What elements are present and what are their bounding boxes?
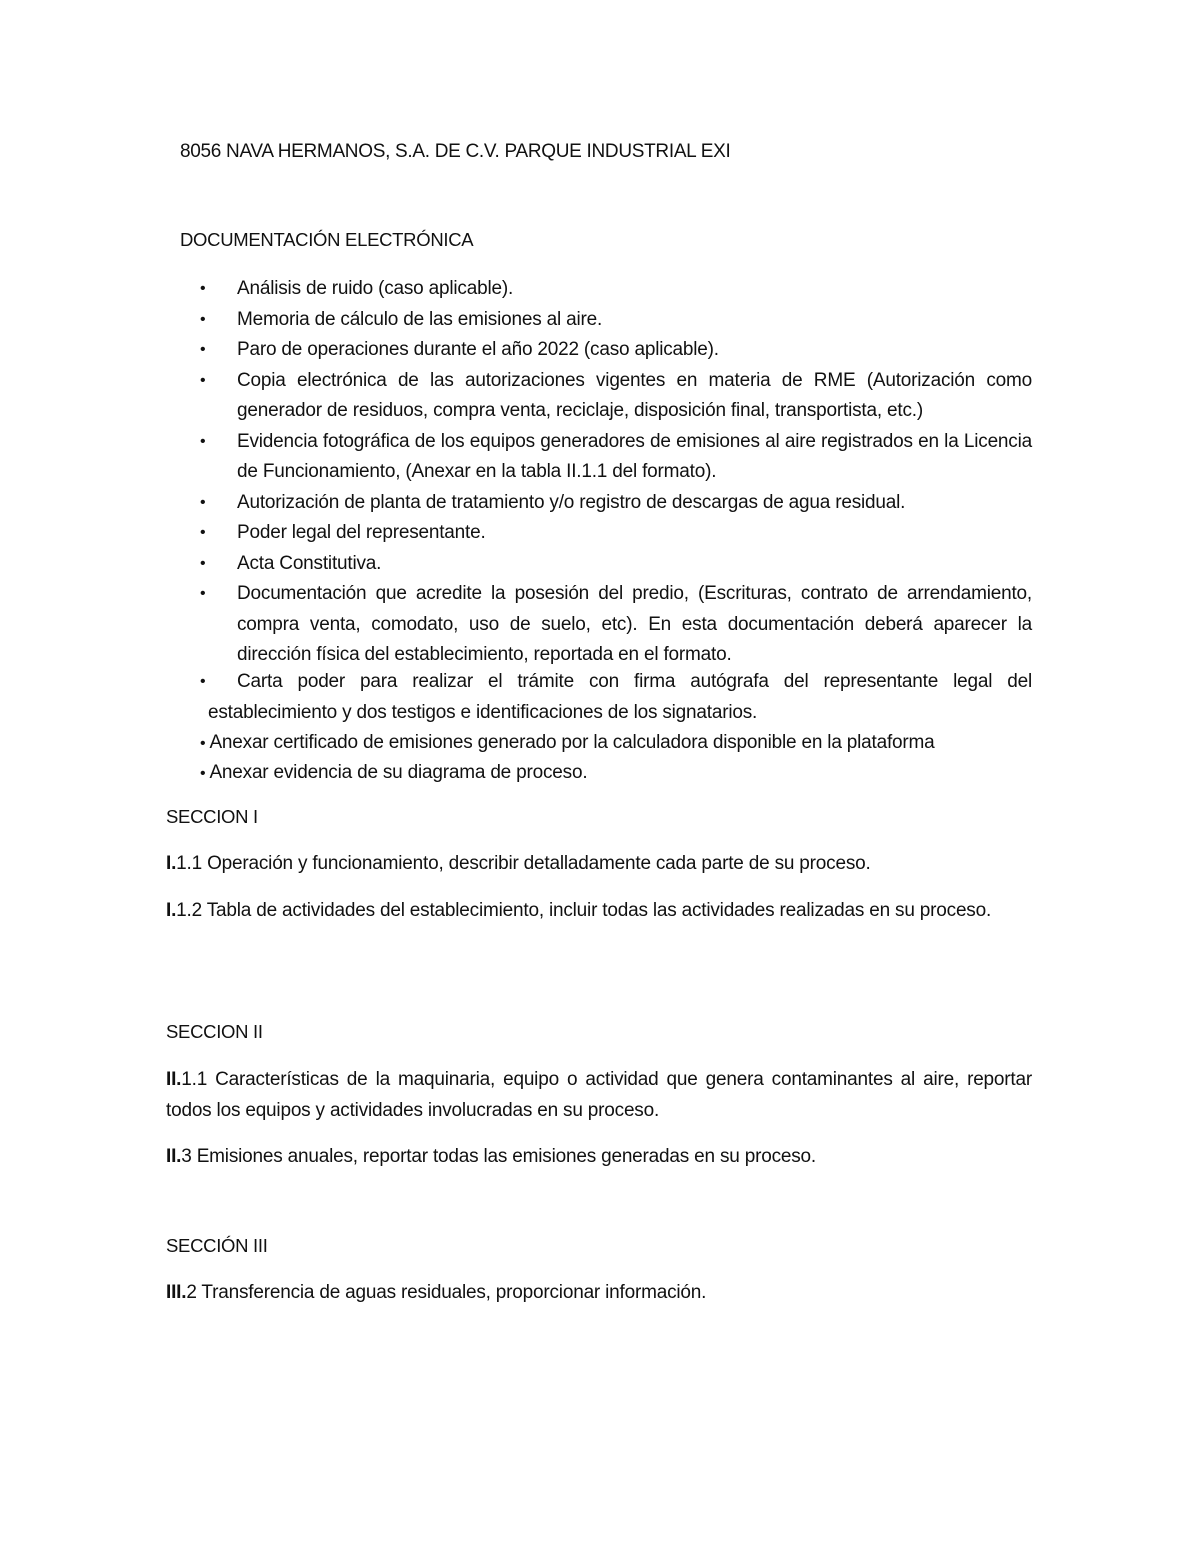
section-1-item: I.1.2 Tabla de actividades del establecimiento, incluir todas las actividades realizadas en su proceso. <box>166 900 992 921</box>
carta-line-1: Carta poder para realizar el trámite con firma autógrafa del representante legal del <box>237 671 1032 692</box>
list-item: • Documentación que acredite la posesión del predio, (Escrituras, contrato de arrendamiento, compra venta, comodato, uso de suelo, etc). En esta documentación deberá aparecer la dirección física del establecimiento, reportada en el formato. <box>198 579 1032 671</box>
section-2-heading: SECCION II <box>166 1021 263 1042</box>
list-item: • Anexar certificado de emisiones generado por la calculadora disponible en la plataforma <box>200 732 935 753</box>
bullet-icon: • <box>200 493 206 511</box>
section-2-item: II.1.1 Características de la maquinaria, equipo o actividad que genera contaminantes al aire, reportar todos los equipos y actividades involucradas en su proceso. <box>166 1069 1032 1121</box>
list-item: • Análisis de ruido (caso aplicable). <box>198 274 1032 305</box>
bullet-icon: • <box>200 673 206 690</box>
bullet-icon: • <box>200 554 206 572</box>
bullet-icon: • <box>200 735 206 752</box>
list-item: • Autorización de planta de tratamiento y/o registro de descargas de agua residual. <box>198 488 1032 519</box>
list-item: • Memoria de cálculo de las emisiones al aire. <box>198 305 1032 336</box>
documentation-bullet-list <box>198 274 1032 671</box>
section-1-heading: SECCION I <box>166 806 258 827</box>
bullet-icon: • <box>200 585 206 602</box>
document-title: 8056 NAVA HERMANOS, S.A. DE C.V. PARQUE INDUSTRIAL EXI <box>180 141 731 162</box>
bullet-icon: • <box>200 280 206 297</box>
list-item: • Anexar evidencia de su diagrama de proceso. <box>200 762 588 783</box>
bullet-icon: • <box>200 524 206 541</box>
bullet-icon: • <box>200 765 206 782</box>
bullet-icon: • <box>200 371 206 389</box>
list-item: • Paro de operaciones durante el año 2022 (caso aplicable). <box>198 335 1032 366</box>
list-item: • Poder legal del representante. <box>198 518 1032 549</box>
bullet-icon: • <box>200 341 206 358</box>
section-1-item: I.1.1 Operación y funcionamiento, describir detalladamente cada parte de su proceso. <box>166 853 871 874</box>
bullet-icon: • <box>200 310 206 328</box>
bullet-icon: • <box>200 432 206 450</box>
list-item: • Copia electrónica de las autorizaciones vigentes en materia de RME (Autorización como generador de residuos, compra venta, reciclaje, disposición final, transportista, etc.) <box>198 366 1032 427</box>
list-item: • Evidencia fotográfica de los equipos generadores de emisiones al aire registrados en la Licencia de Funcionamiento, (Anexar en la tabla II.1.1 del formato). <box>198 427 1032 488</box>
electronic-documentation-heading: DOCUMENTACIÓN ELECTRÓNICA <box>180 229 474 250</box>
section-2-item: II.3 Emisiones anuales, reportar todas las emisiones generadas en su proceso. <box>166 1146 816 1167</box>
section-3-item: III.2 Transferencia de aguas residuales, proporcionar información. <box>166 1282 707 1303</box>
list-item: • Acta Constitutiva. <box>198 549 1032 580</box>
carta-poder-item <box>198 667 1032 728</box>
carta-line-2: establecimiento y dos testigos e identificaciones de los signatarios. <box>208 701 758 723</box>
section-3-heading: SECCIÓN III <box>166 1235 268 1256</box>
